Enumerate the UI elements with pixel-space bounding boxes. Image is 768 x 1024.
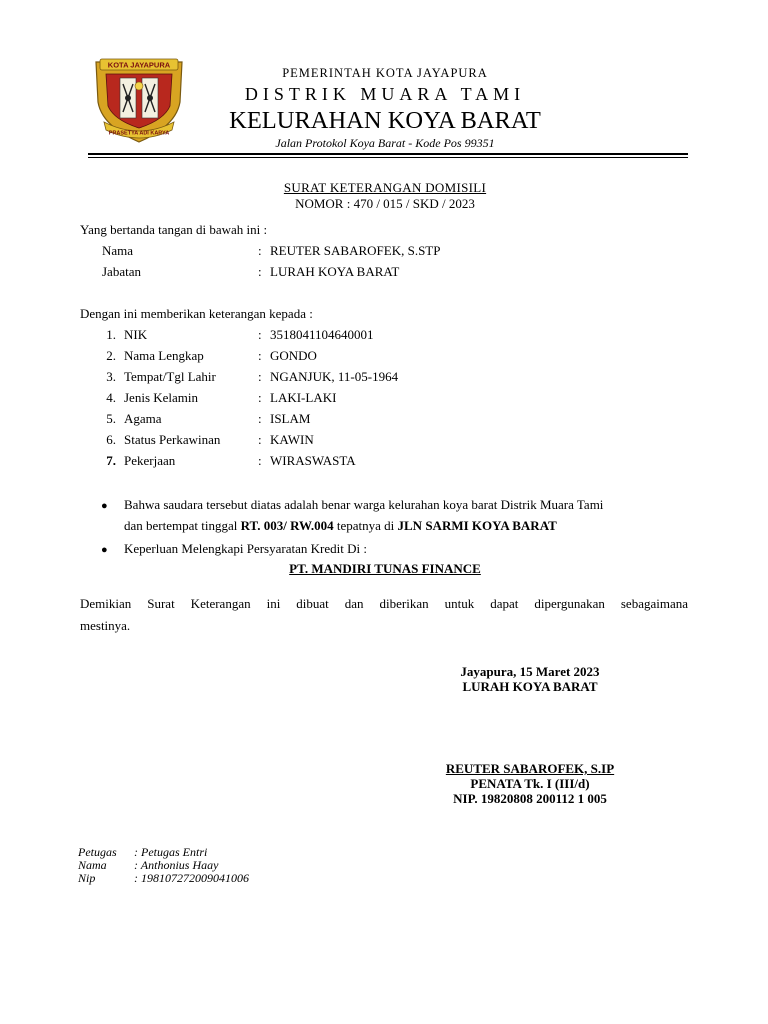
letterhead-divider-thick bbox=[88, 153, 688, 155]
signer-name-label: Nama bbox=[102, 243, 134, 258]
field-value-occupation: WIRASWASTA bbox=[270, 453, 356, 468]
residency-text: dan bertempat tinggal bbox=[124, 518, 241, 533]
letterhead-address: Jalan Protokol Koya Barat - Kode Pos 99351 bbox=[275, 136, 495, 150]
field-label-occupation: Pekerjaan bbox=[124, 453, 176, 468]
field-number: 4. bbox=[106, 390, 116, 405]
street-address: JLN SARMI KOYA BARAT bbox=[397, 518, 557, 533]
colon: : bbox=[258, 432, 262, 447]
purpose-statement: Keperluan Melengkapi Persyaratan Kredit Di : bbox=[124, 541, 367, 556]
letterhead-district: DISTRIK MUARA TAMI bbox=[244, 84, 526, 104]
letterhead-divider-thin bbox=[88, 157, 688, 158]
colon: : bbox=[258, 411, 262, 426]
field-value-marital: KAWIN bbox=[270, 432, 314, 447]
officer-name-label: Nama bbox=[78, 858, 107, 872]
field-value-birth: NGANJUK, 11-05-1964 bbox=[270, 369, 399, 384]
letterhead-kelurahan: KELURAHAN KOYA BARAT bbox=[229, 107, 541, 134]
officer-name-value: : Anthonius Haay bbox=[134, 858, 219, 872]
colon: : bbox=[258, 369, 262, 384]
bullet-icon: ● bbox=[101, 544, 108, 556]
colon: : bbox=[258, 264, 262, 279]
closing-line2: mestinya. bbox=[80, 618, 131, 633]
colon: : bbox=[258, 327, 262, 342]
company-name: PT. MANDIRI TUNAS FINANCE bbox=[289, 561, 481, 576]
svg-text:KOTA JAYAPURA: KOTA JAYAPURA bbox=[107, 60, 171, 70]
kota-jayapura-emblem bbox=[90, 56, 188, 144]
colon: : bbox=[258, 453, 262, 468]
signer-position-value: LURAH KOYA BARAT bbox=[270, 264, 400, 279]
field-label-nik: NIK bbox=[124, 327, 148, 342]
place-date: Jayapura, 15 Maret 2023 bbox=[460, 664, 600, 679]
signature-name: REUTER SABAROFEK, S.IP bbox=[445, 761, 615, 776]
field-number: 6. bbox=[106, 432, 116, 447]
field-value-gender: LAKI-LAKI bbox=[270, 390, 337, 405]
signer-position-label: Jabatan bbox=[102, 264, 141, 279]
letterhead-government: PEMERINTAH KOTA JAYAPURA bbox=[282, 66, 488, 80]
colon: : bbox=[258, 243, 262, 258]
officer-nip-label: Nip bbox=[78, 871, 96, 885]
field-number: 7. bbox=[106, 453, 116, 468]
field-label-religion: Agama bbox=[124, 411, 162, 426]
field-number: 5. bbox=[106, 411, 116, 426]
field-label-name: Nama Lengkap bbox=[124, 348, 204, 363]
residency-text: tepatnya di bbox=[333, 518, 398, 533]
document-title: SURAT KETERANGAN DOMISILI bbox=[283, 180, 487, 195]
residency-statement-line2 bbox=[124, 518, 557, 534]
officer-nip-value: : 198107272009041006 bbox=[134, 871, 249, 885]
field-number: 2. bbox=[106, 348, 116, 363]
intro-text: Yang bertanda tangan di bawah ini : bbox=[80, 222, 268, 237]
signature-rank: PENATA Tk. I (III/d) bbox=[470, 776, 590, 791]
document-number: NOMOR : 470 / 015 / SKD / 2023 bbox=[295, 196, 475, 211]
signer-name-value: REUTER SABAROFEK, S.STP bbox=[270, 243, 441, 258]
bullet-icon: ● bbox=[101, 500, 108, 512]
field-label-birth: Tempat/Tgl Lahir bbox=[124, 369, 216, 384]
colon: : bbox=[258, 348, 262, 363]
field-label-marital: Status Perkawinan bbox=[124, 432, 221, 447]
colon: : bbox=[258, 390, 262, 405]
officer-label: Petugas bbox=[78, 845, 117, 859]
field-label-gender: Jenis Kelamin bbox=[124, 390, 199, 405]
field-value-name: GONDO bbox=[270, 348, 317, 363]
field-number: 3. bbox=[106, 369, 116, 384]
residency-statement-line1: Bahwa saudara tersebut diatas adalah benar warga kelurahan koya barat Distrik Muara Tami bbox=[124, 497, 604, 512]
signature-position: LURAH KOYA BARAT bbox=[462, 679, 598, 694]
field-value-religion: ISLAM bbox=[270, 411, 311, 426]
svg-text:PRASETYA ADI KARYA: PRASETYA ADI KARYA bbox=[108, 130, 170, 137]
rt-rw: RT. 003/ RW.004 bbox=[240, 518, 334, 533]
signature-nip: NIP. 19820808 200112 1 005 bbox=[453, 791, 607, 806]
closing-line1: Demikian Surat Keterangan ini dibuat dan diberikan untuk dapat dipergunakan sebagaimana bbox=[80, 596, 688, 611]
officer-value: : Petugas Entri bbox=[134, 845, 208, 859]
field-value-nik: 3518041104640001 bbox=[270, 327, 374, 342]
field-number: 1. bbox=[106, 327, 116, 342]
intro-text-2: Dengan ini memberikan keterangan kepada : bbox=[80, 306, 313, 321]
